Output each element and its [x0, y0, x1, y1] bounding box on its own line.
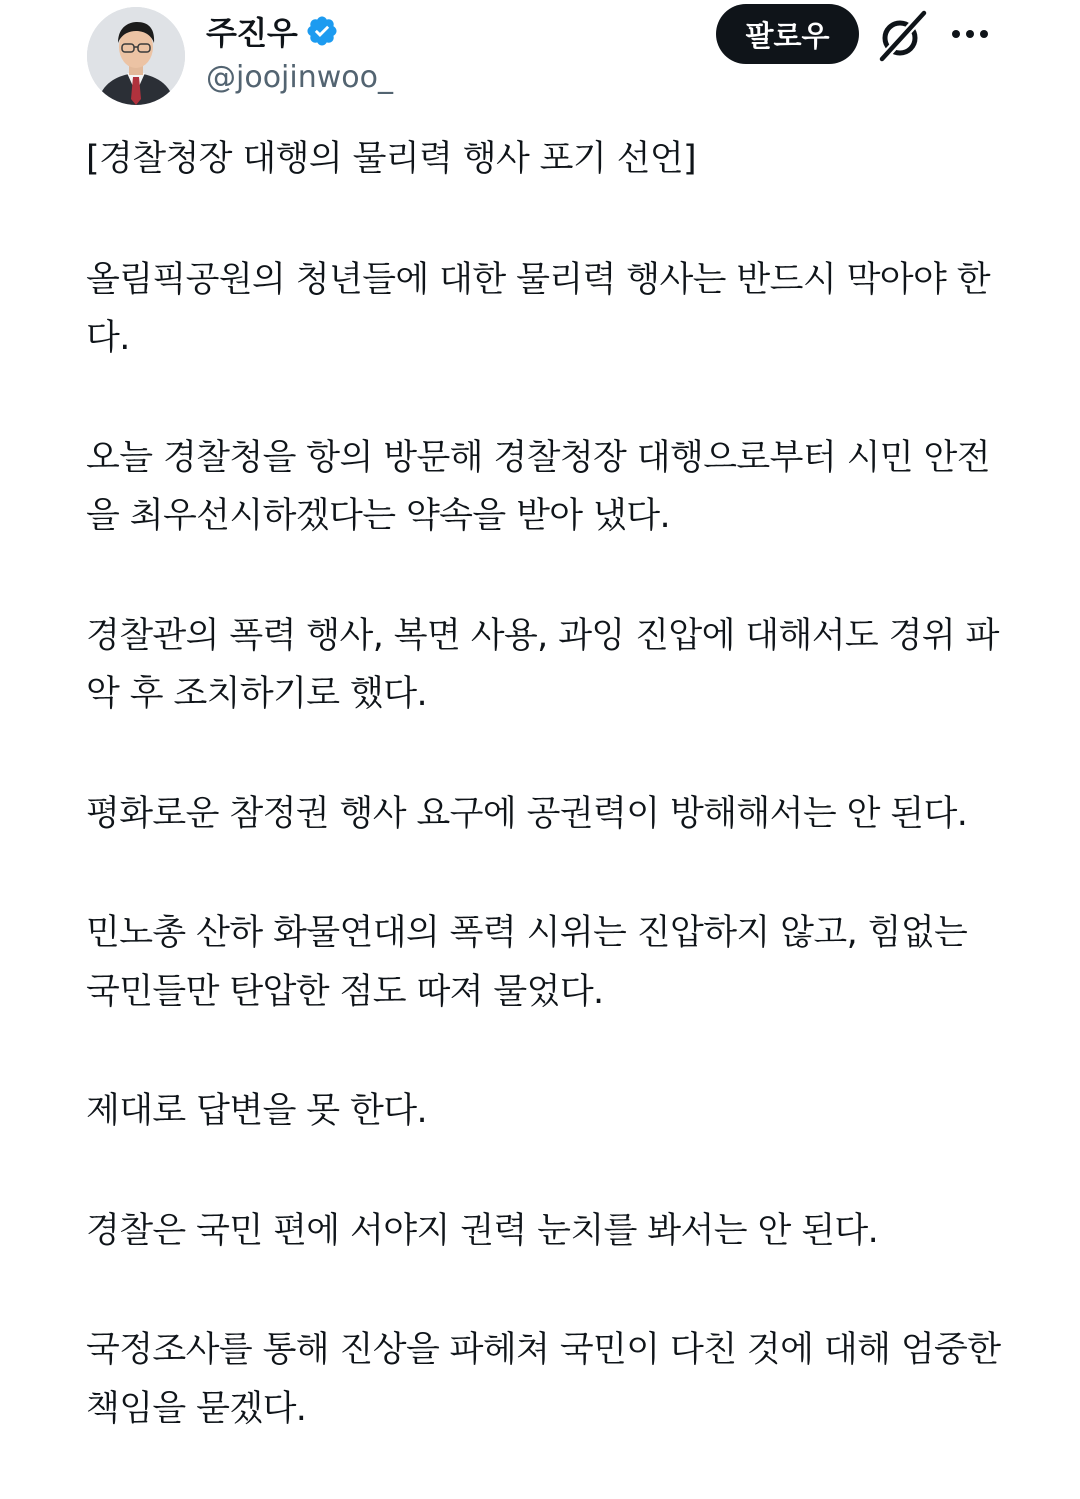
post-paragraph: 오늘 경찰청을 항의 방문해 경찰청장 대행으로부터 시민 안전을 최우선시하겠다는 약속을 받아 냈다. — [86, 437, 990, 536]
post-text — [86, 130, 1006, 1499]
grok-icon[interactable] — [876, 10, 928, 62]
more-icon[interactable] — [948, 22, 992, 46]
post-paragraph: 평화로운 참정권 행사 요구에 공권력이 방해해서는 안 된다. — [86, 793, 968, 834]
author-display-name[interactable]: 주진우 — [206, 14, 298, 52]
verified-badge-icon — [305, 14, 339, 48]
post-paragraph: 경찰은 국민 편에 서야지 권력 눈치를 봐서는 안 된다. — [86, 1210, 879, 1251]
follow-button[interactable]: 팔로우 — [716, 4, 859, 64]
post-paragraph: 국정조사를 통해 진상을 파헤쳐 국민이 다친 것에 대해 엄중한 책임을 묻겠다. — [86, 1330, 1001, 1429]
profile-photo-icon — [87, 7, 185, 105]
post-paragraph: 경찰관의 폭력 행사, 복면 사용, 과잉 진압에 대해서도 경위 파악 후 조치하기로 했다. — [86, 615, 999, 714]
post-paragraph: 민노총 산하 화물연대의 폭력 시위는 진압하지 않고, 힘없는 국민들만 탄압한 점도 따져 물었다. — [86, 913, 968, 1012]
post-header — [0, 0, 1080, 120]
author-name-row — [206, 8, 339, 54]
post-title: [경찰청장 대행의 물리력 행사 포기 선언] — [86, 139, 697, 179]
post-paragraph: 올림픽공원의 청년들에 대한 물리력 행사는 반드시 막아야 한다. — [86, 259, 990, 358]
author-handle[interactable]: @joojinwoo_ — [206, 60, 393, 95]
post-paragraph: 제대로 답변을 못 한다. — [86, 1091, 427, 1131]
avatar[interactable] — [87, 7, 185, 105]
